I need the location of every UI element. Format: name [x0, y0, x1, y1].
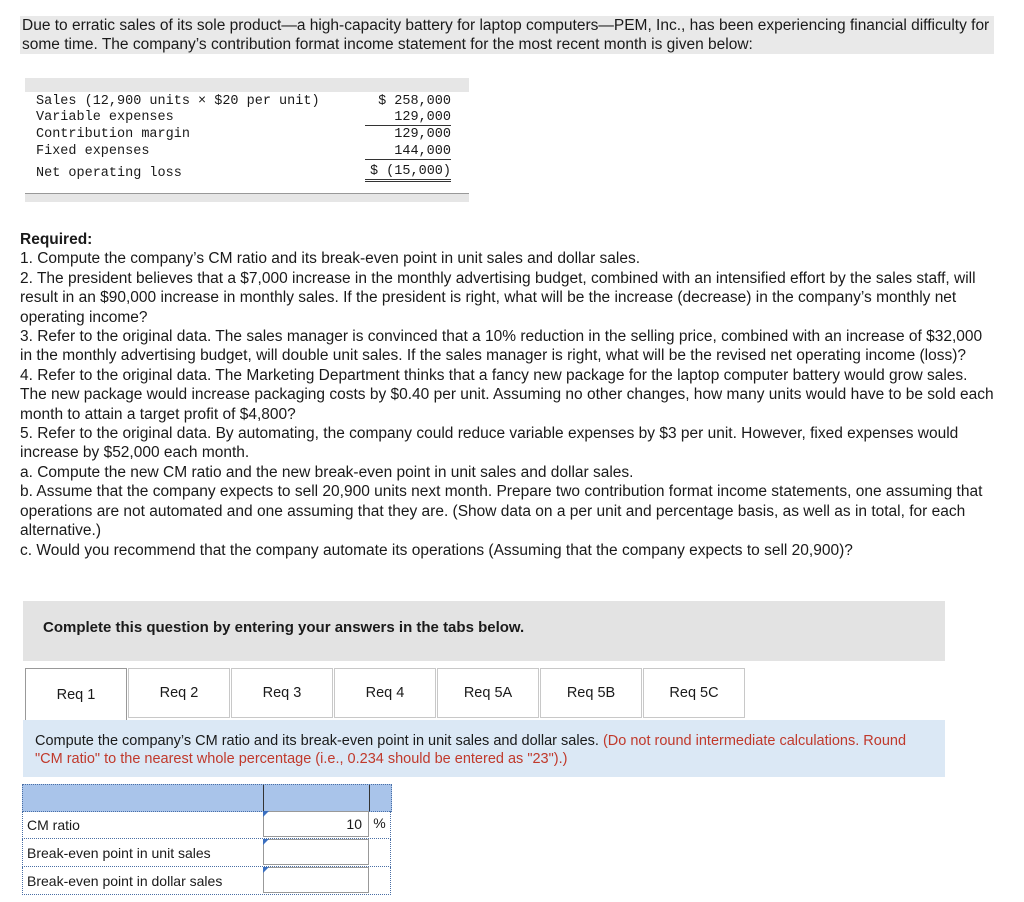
required-item: 5. Refer to the original data. By automating, the company could reduce variable expenses by $3 per unit. However, fixed expenses would increase by $52,000 each month. — [20, 425, 959, 462]
tab-req-5c[interactable]: Req 5C — [643, 668, 745, 718]
required-item: a. Compute the new CM ratio and the new break-even point in unit sales and dollar sales. — [20, 463, 634, 481]
income-statement — [25, 78, 469, 202]
statement-label: Variable expenses — [36, 110, 174, 125]
answer-table-header — [22, 784, 392, 812]
instruction-note: (Do not round intermediate calculations. Round "CM ratio" to the nearest whole percentage (i.e., 0.234 should be entered as "23").) — [35, 733, 907, 767]
required-item: 3. Refer to the original data. The sales manager is convinced that a 10% reduction in the selling price, combined with an increase of $32,000 in the monthly advertising budget, will double unit sales. If the sales manager is right, what will be the revised net operating income (loss)? — [20, 328, 983, 365]
unit-cell — [369, 867, 391, 893]
statement-value: 144,000 — [365, 144, 451, 160]
tab-req-1[interactable]: Req 1 — [25, 668, 127, 720]
complete-prompt: Complete this question by entering your answers in the tabs below. — [43, 619, 525, 636]
required-item: 1. Compute the company’s CM ratio and its break-even point in unit sales and dollar sales. — [20, 250, 641, 268]
statement-footer-bar — [25, 193, 469, 202]
required-item: 4. Refer to the original data. The Marketing Department thinks that a fancy new package for the laptop computer battery would grow sales. The new package would increase packaging costs by $0.40 per unit. Assuming no other changes, how many units would have to be sold each month to attain a target profit of $4,800? — [20, 366, 994, 423]
cm-ratio-input[interactable]: 10 — [263, 811, 369, 837]
tab-req-3[interactable]: Req 3 — [231, 668, 333, 718]
unit-cell — [369, 839, 391, 865]
statement-label: Fixed expenses — [36, 144, 150, 159]
header-divider — [263, 785, 264, 811]
complete-prompt-box — [23, 601, 945, 661]
tab-req-2[interactable]: Req 2 — [128, 668, 230, 718]
header-unit-cell — [369, 785, 392, 811]
table-row — [22, 867, 391, 895]
statement-value: $ 258,000 — [378, 94, 451, 109]
statement-value: 129,000 — [365, 110, 451, 126]
statement-value: 129,000 — [394, 127, 451, 142]
instruction-text — [35, 732, 935, 768]
row-label: Break-even point in dollar sales — [27, 873, 223, 889]
problem-intro: Due to erratic sales of its sole product—a high-capacity battery for laptop computers—PEM, Inc., has been experiencing financial difficulty for some time. The company’s contribution format income statement for the most recent month is given below: — [20, 16, 994, 54]
table-row — [22, 811, 391, 839]
break-even-units-input[interactable] — [263, 839, 369, 865]
tab-req-4[interactable]: Req 4 — [334, 668, 436, 718]
statement-header-bar — [25, 78, 469, 92]
tab-req-5b[interactable]: Req 5B — [540, 668, 642, 718]
instruction-box — [23, 720, 945, 777]
required-section — [20, 230, 995, 560]
required-item: c. Would you recommend that the company automate its operations (Assuming that the company expects to sell 20,900)? — [20, 541, 853, 559]
statement-label: Contribution margin — [36, 127, 190, 142]
row-label: CM ratio — [27, 817, 80, 833]
table-row — [22, 839, 391, 867]
required-item: 2. The president believes that a $7,000 increase in the monthly advertising budget, combined with an intensified effort by the sales staff, will result in an $90,000 increase in monthly sales. If the president is right, what will be the increase (decrease) in the company’s monthly net operating income? — [20, 269, 976, 326]
percent-unit: % — [369, 811, 391, 837]
tab-req-5a[interactable]: Req 5A — [437, 668, 539, 718]
required-item: b. Assume that the company expects to sell 20,900 units next month. Prepare two contribution format income statements, one assuming that operations are not automated and one assuming that they are. (Show data on a per unit and percentage basis, as well as in total, for each alternative.) — [20, 483, 983, 540]
instruction-main: Compute the company’s CM ratio and its break-even point in unit sales and dollar sales. — [35, 733, 599, 749]
required-title: Required: — [20, 231, 93, 248]
statement-label: Sales (12,900 units × $20 per unit) — [36, 94, 320, 109]
statement-value: $ (15,000) — [365, 164, 451, 182]
statement-label: Net operating loss — [36, 166, 182, 181]
row-label: Break-even point in unit sales — [27, 845, 211, 861]
break-even-dollars-input[interactable] — [263, 867, 369, 893]
